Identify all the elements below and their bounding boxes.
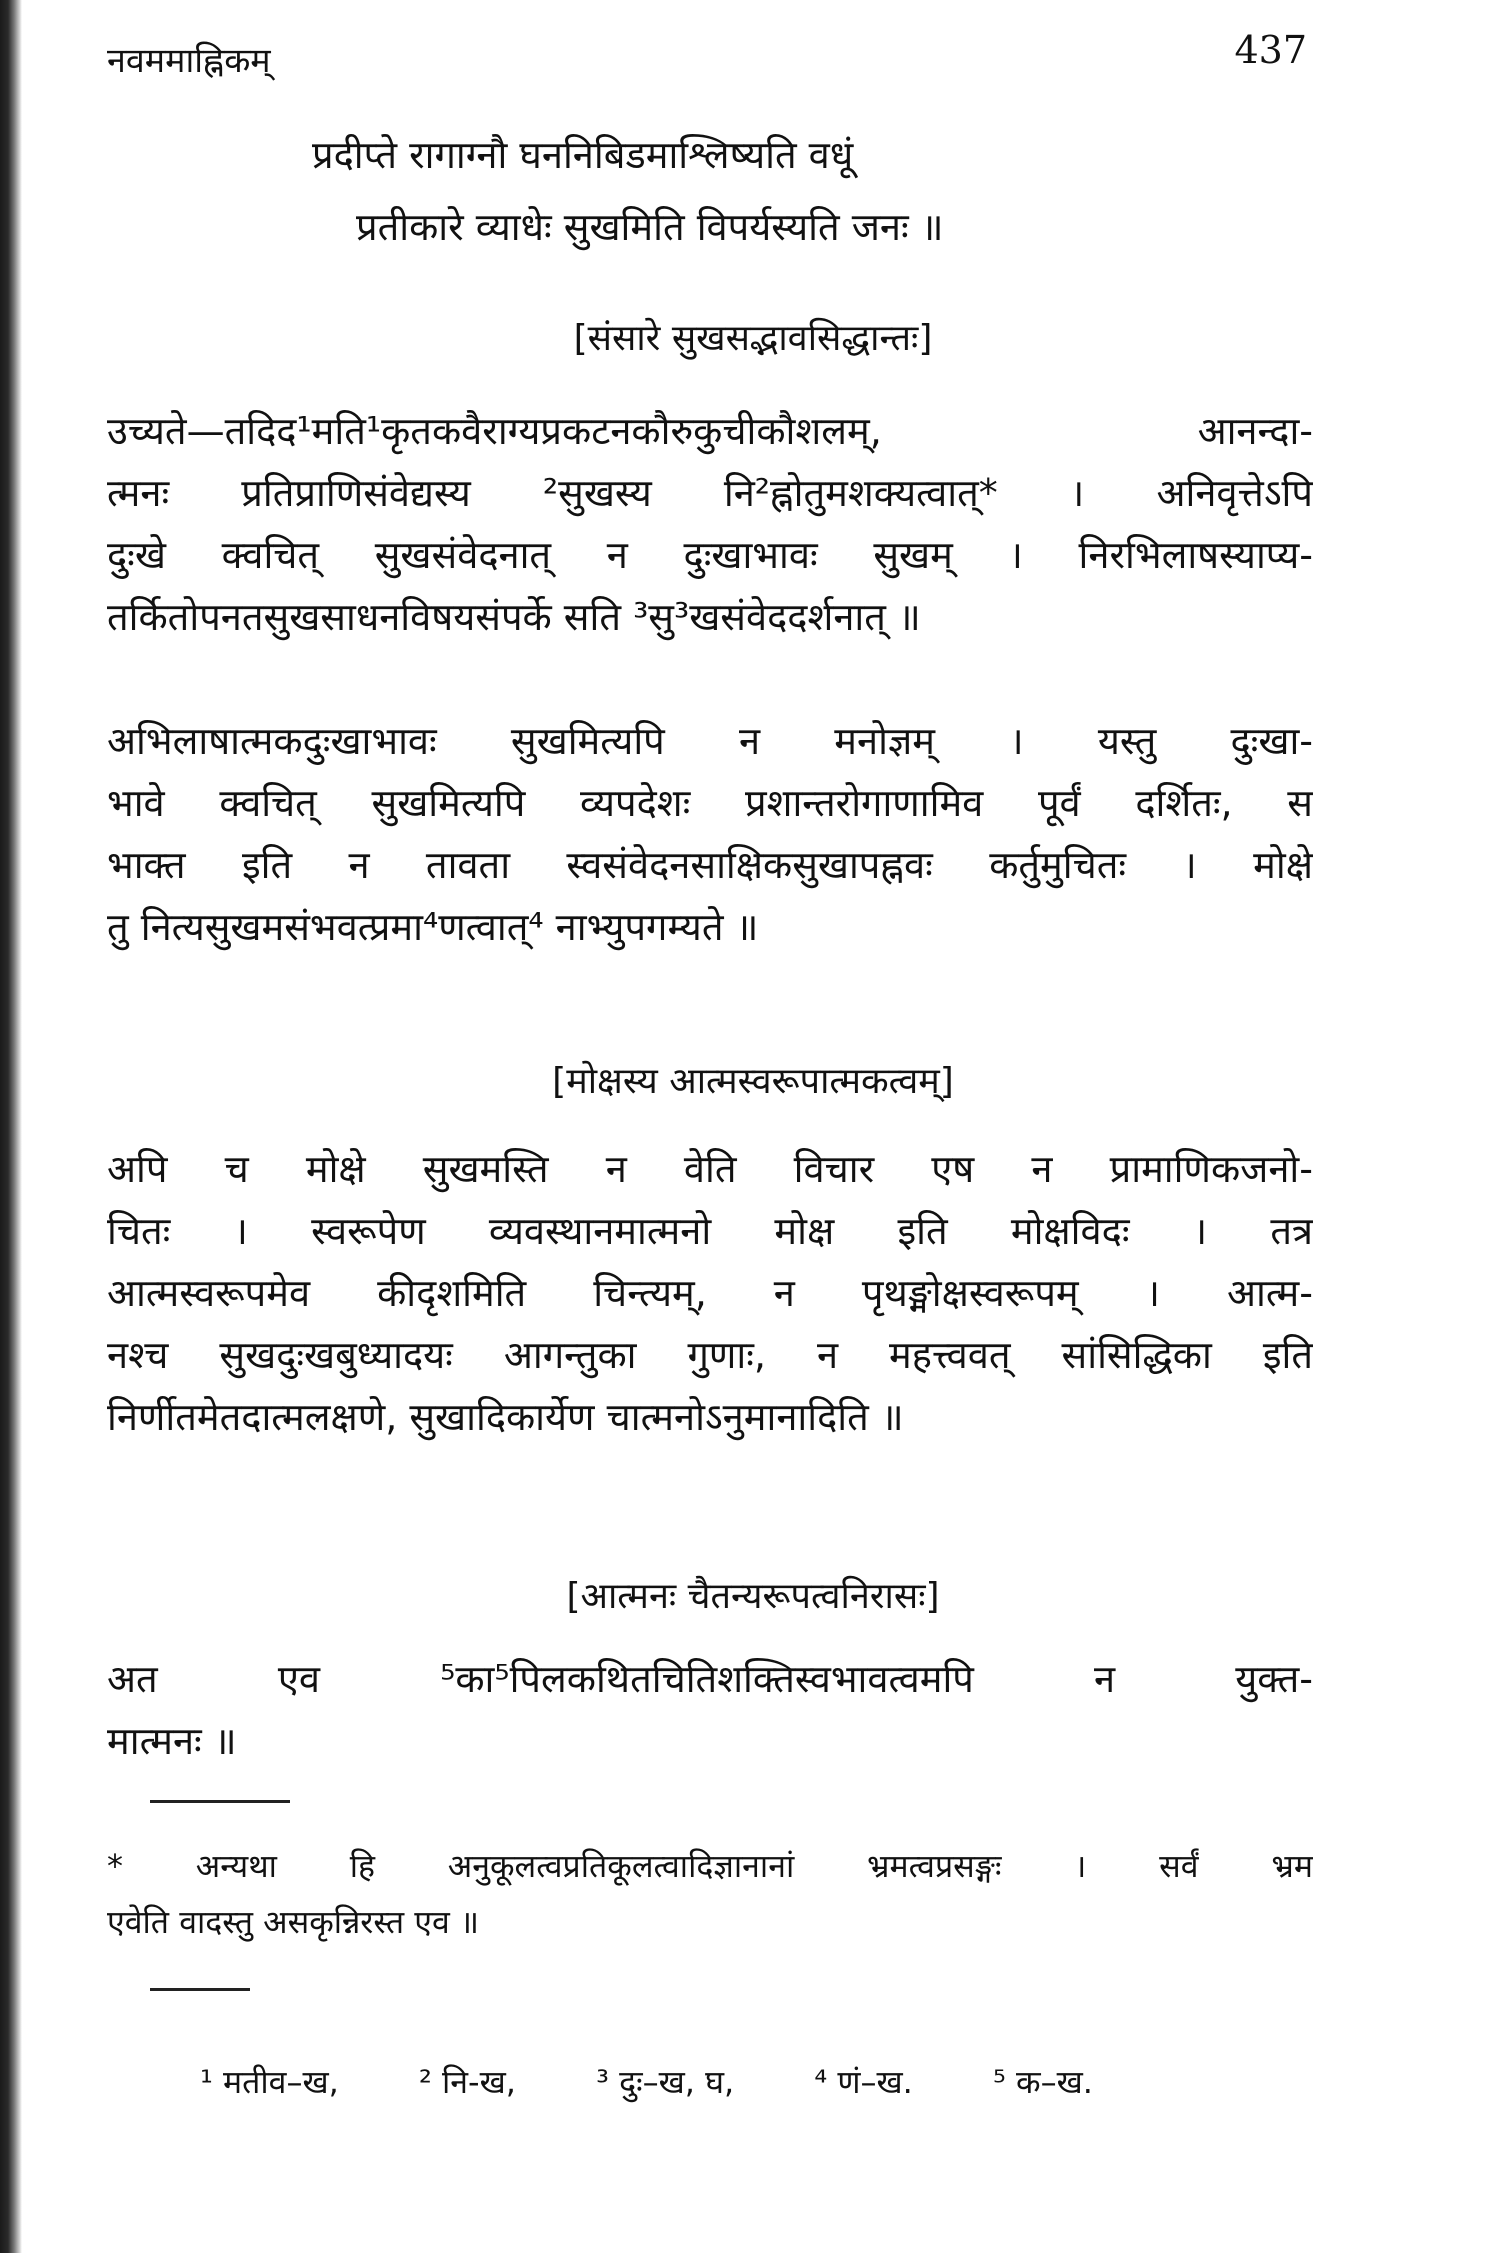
section-heading-1: [संसारे सुखसद्भावसिद्धान्तः] [573, 318, 933, 359]
text-line: अत एव ⁵का⁵पिलकथितचितिशक्तिस्वभावत्वमपि न युक्त- [107, 1657, 1313, 1701]
text-line: त्मनः प्रतिप्राणिसंवेद्यस्य ²सुखस्य नि²ह्नोतुमशक्यत्वात्* । अनिवृत्तेऽपि [107, 471, 1313, 515]
paragraph-1 [107, 400, 1313, 648]
text-line: निर्णीतमेतदात्मलक्षणे, सुखादिकार्येण चात्मनोऽनुमानादिति ॥ [107, 1395, 904, 1439]
text-line: आत्मस्वरूपमेव कीदृशमिति चिन्त्यम्, न पृथङ्मोक्षस्वरूपम् । आत्म- [107, 1271, 1313, 1315]
text-line: चितः । स्वरूपेण व्यवस्थानमात्मनो मोक्ष इति मोक्षविदः । तत्र [107, 1209, 1313, 1253]
section-heading-3: [आत्मनः चैतन्यरूपत्वनिरासः] [566, 1576, 940, 1617]
variant-readings [200, 2060, 1320, 2103]
footnote-rule-2 [150, 1988, 250, 1991]
page-header [107, 28, 1307, 88]
variant-4: ⁴ णं–ख. [814, 2063, 913, 2101]
footnote-star [107, 1838, 1313, 1950]
section-heading-2: [मोक्षस्य आत्मस्वरूपात्मकत्वम्] [552, 1061, 954, 1102]
footnote-rule-1 [150, 1800, 290, 1803]
text-line: * अन्यथा हि अनुकूलत्वप्रतिकूलत्वादिज्ञानानां भ्रमत्वप्रसङ्गः । सर्वं भ्रम [107, 1847, 1313, 1885]
text-line: उच्यते—तदिद¹मति¹कृतकवैराग्यप्रकटनकौरुकुचीकौशलम्, आनन्दा- [107, 409, 1313, 453]
paragraph-3 [107, 1138, 1313, 1448]
text-line: एवेति वादस्तु असकृन्निरस्त एव ॥ [107, 1903, 480, 1941]
text-line: मात्मनः ॥ [107, 1719, 237, 1763]
text-line: अभिलाषात्मकदुःखाभावः सुखमित्यपि न मनोज्ञम् । यस्तु दुःखा- [107, 719, 1313, 763]
text-line: तर्कितोपनतसुखसाधनविषयसंपर्के सति ³सु³खसंवेददर्शनात् ॥ [107, 595, 921, 639]
variant-5: ⁵ क–ख. [993, 2063, 1093, 2101]
verse-line-2: प्रतीकारे व्याधेः सुखमिति विपर्यस्यति जनः ॥ [356, 205, 944, 249]
text-line: दुःखे क्वचित् सुखसंवेदनात् न दुःखाभावः सुखम् । निरभिलाषस्याप्य- [107, 533, 1313, 577]
variant-1: ¹ मतीव–ख, [200, 2063, 339, 2101]
running-head: नवममाह्निकम् [107, 41, 271, 81]
text-line: नश्च सुखदुःखबुध्यादयः आगन्तुका गुणाः, न महत्त्ववत् सांसिद्धिका इति [107, 1333, 1313, 1377]
text-line: भावे क्वचित् सुखमित्यपि व्यपदेशः प्रशान्तरोगाणामिव पूर्वं दर्शितः, स [107, 781, 1313, 825]
variant-2: ² नि-ख, [418, 2063, 516, 2101]
text-line: भाक्त इति न तावता स्वसंवेदनसाक्षिकसुखापह्नवः कर्तुमुचितः । मोक्षे [107, 843, 1313, 887]
paragraph-4 [107, 1648, 1313, 1772]
verse-line-1: प्रदीप्ते रागाग्नौ घननिबिडमाश्लिष्यति वधूं [312, 133, 854, 177]
variant-3: ³ दुः–ख, घ, [596, 2063, 735, 2101]
page-number: 437 [1234, 28, 1307, 72]
text-line: अपि च मोक्षे सुखमस्ति न वेति विचार एष न प्रामाणिकजनो- [107, 1147, 1313, 1191]
text-line: तु नित्यसुखमसंभवत्प्रमा⁴णत्वात्⁴ नाभ्युपगम्यते ॥ [107, 905, 759, 949]
paragraph-2 [107, 710, 1313, 958]
